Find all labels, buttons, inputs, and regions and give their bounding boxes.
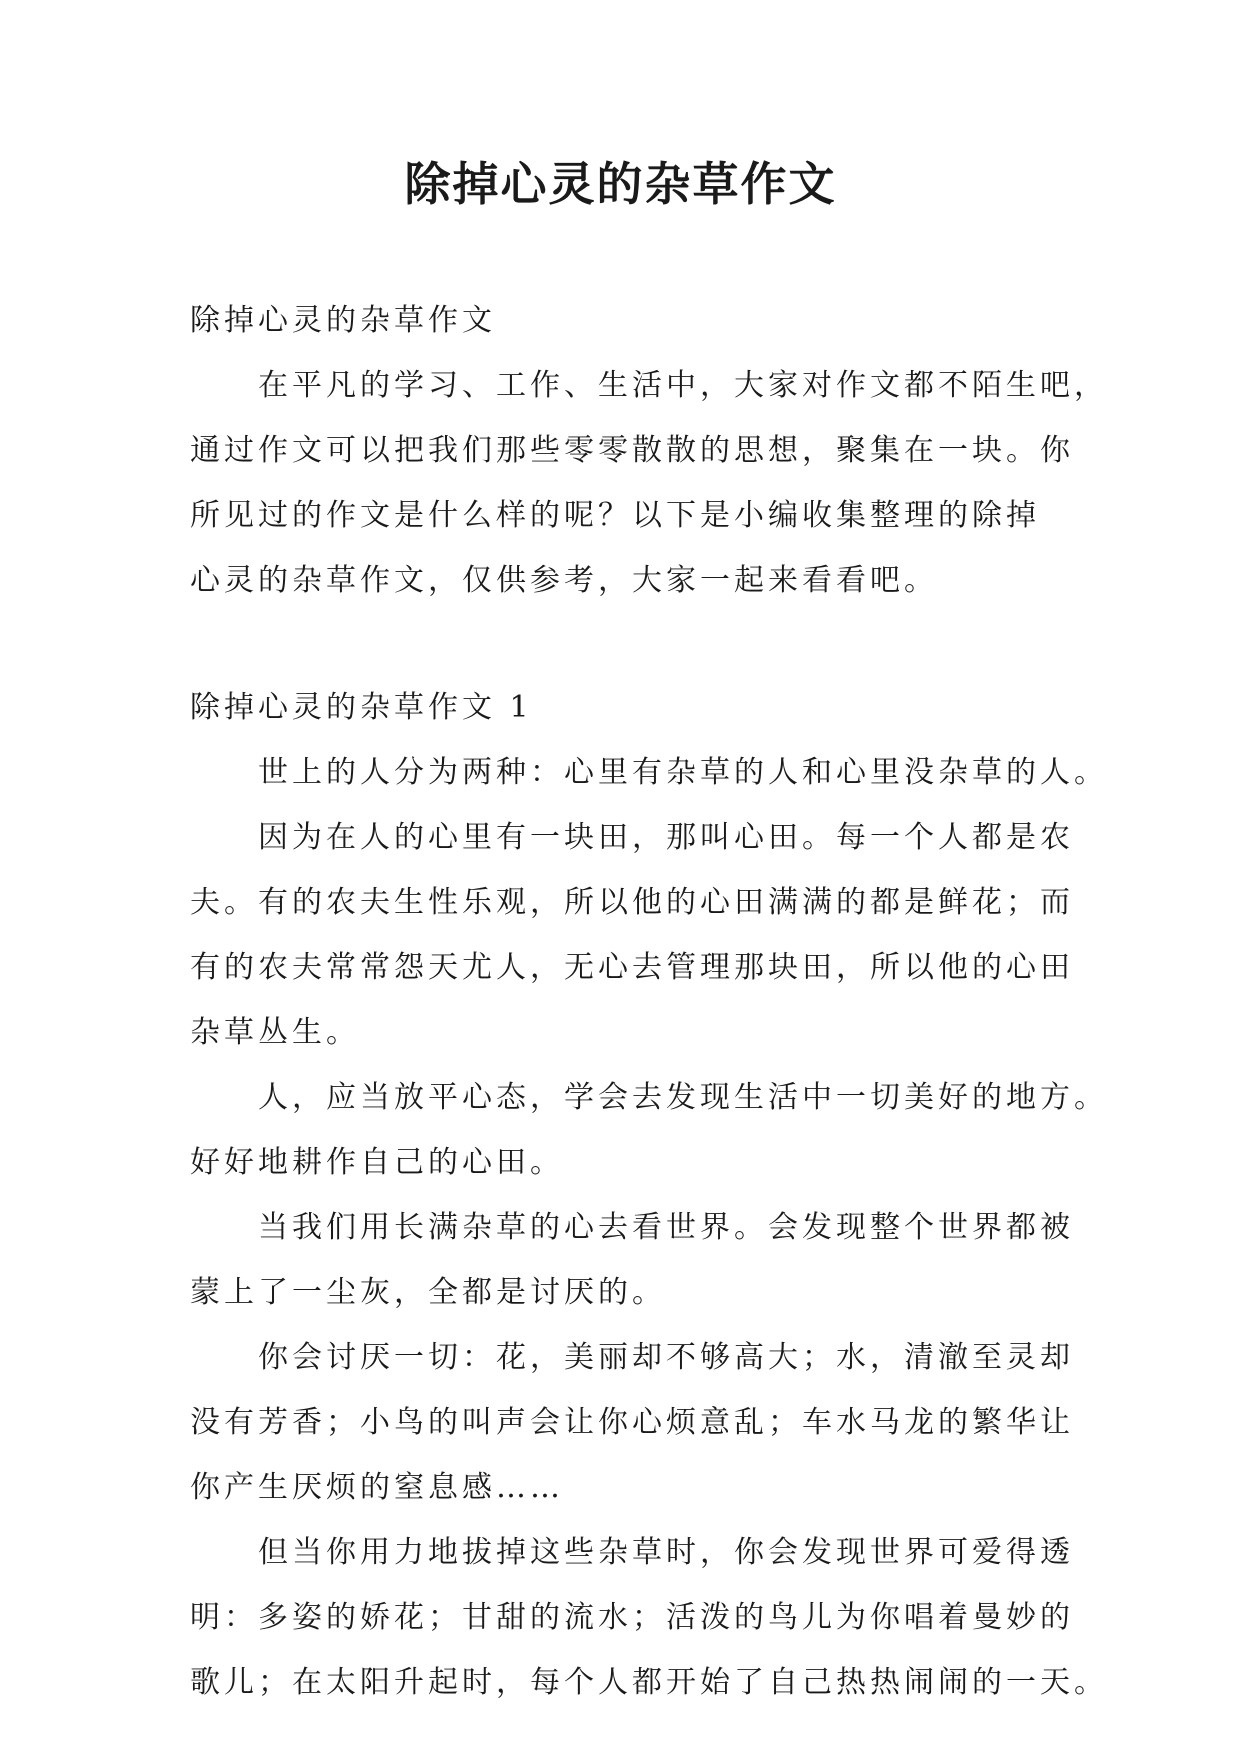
- section-heading: 除掉心灵的杂草作文 1: [190, 690, 533, 725]
- text-line: 当我们用长满杂草的心去看世界。会发现整个世界都被: [258, 1210, 1074, 1245]
- text-line: 你产生厌烦的窒息感……: [190, 1470, 564, 1505]
- text-line: 但当你用力地拔掉这些杂草时，你会发现世界可爱得透: [258, 1535, 1074, 1570]
- paragraph-5: [190, 1325, 1074, 1520]
- text-line: 世上的人分为两种：心里有杂草的人和心里没杂草的人。: [258, 755, 1108, 790]
- text-line: 所见过的作文是什么样的呢？以下是小编收集整理的除掉: [190, 498, 1040, 533]
- text-line: 人，应当放平心态，学会去发现生活中一切美好的地方。: [258, 1080, 1108, 1115]
- subtitle: 除掉心灵的杂草作文: [190, 303, 496, 338]
- text-line: 心灵的杂草作文，仅供参考，大家一起来看看吧。: [190, 563, 938, 598]
- paragraph-4: [190, 1195, 1074, 1325]
- text-line: 歌儿；在太阳升起时，每个人都开始了自己热热闹闹的一天。: [190, 1665, 1108, 1700]
- document-body: [190, 288, 1108, 1715]
- text-line: 有的农夫常常怨天尤人，无心去管理那块田，所以他的心田: [190, 950, 1074, 985]
- text-line: 蒙上了一尘灰，全都是讨厌的。: [190, 1275, 666, 1310]
- paragraph-2: [190, 805, 1074, 1065]
- text-line: 夫。有的农夫生性乐观，所以他的心田满满的都是鲜花；而: [190, 885, 1074, 920]
- text-line: 因为在人的心里有一块田，那叫心田。每一个人都是农: [258, 820, 1074, 855]
- text-line: 杂草丛生。: [190, 1015, 360, 1050]
- text-line: 在平凡的学习、工作、生活中，大家对作文都不陌生吧，: [258, 368, 1108, 403]
- intro-paragraph: [190, 353, 1108, 613]
- document-title: 除掉心灵的杂草作文: [404, 157, 837, 211]
- text-line: 你会讨厌一切：花，美丽却不够高大；水，清澈至灵却: [258, 1340, 1074, 1375]
- text-line: 好好地耕作自己的心田。: [190, 1145, 564, 1180]
- paragraph-3: [190, 1065, 1108, 1195]
- text-line: 没有芳香；小鸟的叫声会让你心烦意乱；车水马龙的繁华让: [190, 1405, 1074, 1440]
- paragraph-6: [190, 1520, 1108, 1715]
- paragraph-spacer: [190, 613, 1050, 675]
- text-line: 通过作文可以把我们那些零零散散的思想，聚集在一块。你: [190, 433, 1074, 468]
- text-line: 明：多姿的娇花；甘甜的流水；活泼的鸟儿为你唱着曼妙的: [190, 1600, 1074, 1635]
- paragraph-1: [190, 740, 1108, 805]
